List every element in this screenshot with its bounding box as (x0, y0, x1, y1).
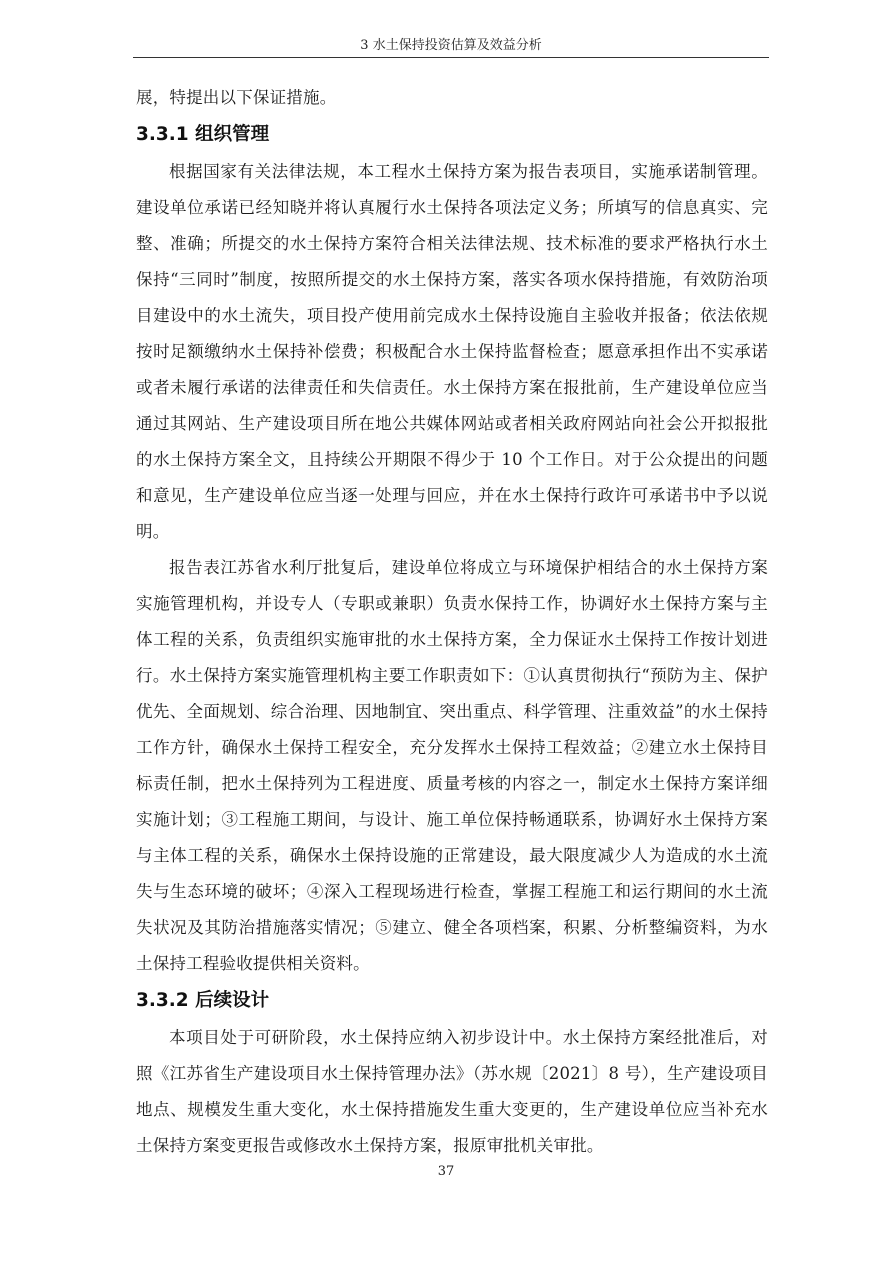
section-3-3-1-paragraph-1: 根据国家有关法律法规，本工程水土保持方案为报告表项目，实施承诺制管理。建设单位承诺已经知晓并将认真履行水土保持各项法定义务；所填写的信息真实、完整、准确；所提交的水土保持方案符合相关法律法规、技术标准的要求严格执行水土保持“三同时”制度，按照所提交的水土保持方案，落实各项水保持措施，有效防治项目建设中的水土流失，项目投产使用前完成水土保持设施自主验收并报备；依法依规按时足额缴纳水土保持补偿费；积极配合水土保持监督检查；愿意承担作出不实承诺或者未履行承诺的法律责任和失信责任。水土保持方案在报批前，生产建设单位应当通过其网站、生产建设项目所在地公共媒体网站或者相关政府网站向社会公开拟报批的水土保持方案全文，且持续公开期限不得少于 10 个工作日。对于公众提出的问题和意见，生产建设单位应当逐一处理与回应，并在水土保持行政许可承诺书中予以说明。 (136, 162, 768, 541)
page-body (136, 80, 768, 1164)
running-header: 3 水土保持投资估算及效益分析 (360, 38, 542, 53)
section-3-3-1-paragraph-2: 报告表江苏省水利厅批复后，建设单位将成立与环境保护相结合的水土保持方案实施管理机构，并设专人（专职或兼职）负责水保持工作，协调好水土保持方案与主体工程的关系，负责组织实施审批的水土保持方案，全力保证水土保持工作按计划进行。水土保持方案实施管理机构主要工作职责如下：①认真贯彻执行“预防为主、保护优先、全面规划、综合治理、因地制宜、突出重点、科学管理、注重效益”的水土保持工作方针，确保水土保持工程安全，充分发挥水土保持工程效益；②建立水土保持目标责任制，把水土保持列为工程进度、质量考核的内容之一，制定水土保持方案详细实施计划；③工程施工期间，与设计、施工单位保持畅通联系，协调好水土保持方案与主体工程的关系，确保水土保持设施的正常建设，最大限度减少人为造成的水土流失与生态环境的破坏；④深入工程现场进行检查，掌握工程施工和运行期间的水土流失状况及其防治措施落实情况；⑤建立、健全各项档案，积累、分析整编资料，为水土保持工程验收提供相关资料。 (136, 558, 768, 973)
section-heading-3-3-1: 3.3.1 组织管理 (136, 124, 270, 145)
section-3-3-2-paragraph-1: 本项目处于可研阶段，水土保持应纳入初步设计中。水土保持方案经批准后，对照《江苏省生产建设项目水土保持管理办法》（苏水规〔2021〕8 号），生产建设项目地点、规模发生重大变化，水土保持措施发生重大变更的，生产建设单位应当补充水土保持方案变更报告或修改水土保持方案，报原审批机关审批。 (136, 1028, 768, 1155)
header-rule (133, 57, 769, 58)
section-heading-3-3-2: 3.3.2 后续设计 (136, 990, 270, 1011)
intro-continuation-paragraph: 展，特提出以下保证措施。 (136, 88, 337, 107)
page-number: 37 (437, 1164, 455, 1179)
